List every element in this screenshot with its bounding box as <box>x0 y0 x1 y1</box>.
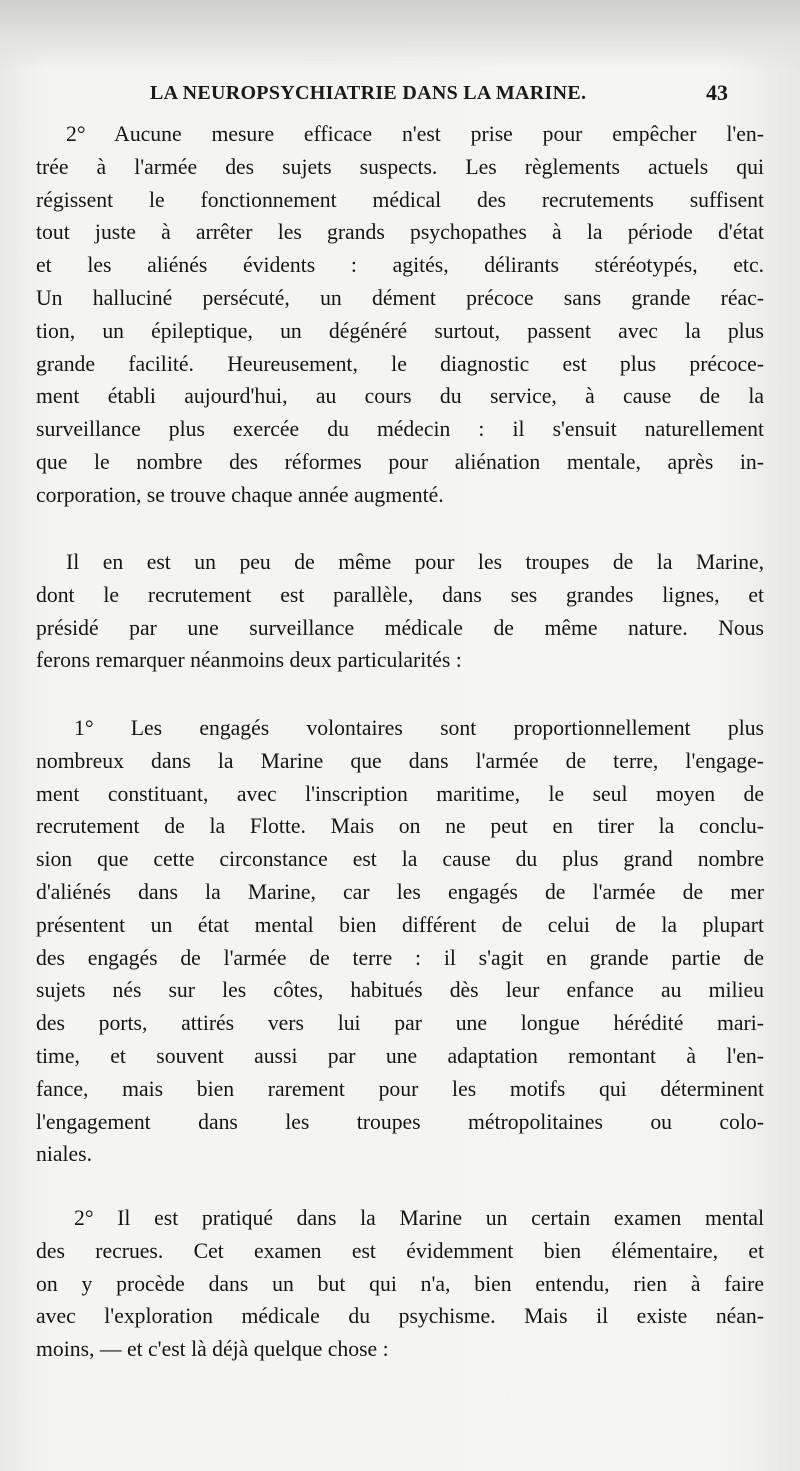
text-line: ferons remarquer néanmoins deux particularités : <box>36 648 462 673</box>
text-line: dont le recrutement est parallèle, dans ses grandes lignes, et <box>36 582 764 607</box>
text-line: niales. <box>36 1142 93 1167</box>
paragraph-3 <box>36 712 764 1171</box>
text-line: sujets nés sur les côtes, habitués dès leur enfance au milieu <box>36 978 764 1003</box>
text-line: corporation, se trouve chaque année augmenté. <box>36 482 444 507</box>
text-line: time, et souvent aussi par une adaptation remontant à l'en- <box>36 1043 764 1068</box>
text-line: surveillance plus exercée du médecin : il s'ensuit naturellement <box>36 417 764 442</box>
text-line: sion que cette circonstance est la cause du plus grand nombre <box>36 847 764 872</box>
text-line: tout juste à arrêter les grands psychopathes à la période d'état <box>36 220 764 245</box>
text-line: grande facilité. Heureusement, le diagnostic est plus précoce- <box>36 351 764 376</box>
text-line: régissent le fonctionnement médical des recrutements suffisent <box>36 187 764 212</box>
text-line: des recrues. Cet examen est évidemment bien élémentaire, et <box>36 1238 764 1263</box>
text-line: Il en est un peu de même pour les troupes de la Marine, <box>66 550 764 574</box>
text-line: fance, mais bien rarement pour les motifs qui déterminent <box>36 1076 764 1101</box>
text-line: 2° Il est pratiqué dans la Marine un certain examen mental <box>74 1206 764 1230</box>
page-number: 43 <box>706 80 728 105</box>
text-line: avec l'exploration médicale du psychisme. Mais il existe néan- <box>36 1304 764 1329</box>
page-top-shading <box>0 0 800 70</box>
text-line: tion, un épileptique, un dégénéré surtout, passent avec la plus <box>36 318 764 343</box>
text-line: Un halluciné persécuté, un dément précoce sans grande réac- <box>36 285 764 310</box>
text-line: on y procède dans un but qui n'a, bien entendu, rien à faire <box>36 1271 764 1296</box>
text-line: trée à l'armée des sujets suspects. Les règlements actuels qui <box>36 154 764 179</box>
text-line: des ports, attirés vers lui par une longue hérédité mari- <box>36 1011 764 1036</box>
paragraph-2 <box>36 546 764 677</box>
text-line: d'aliénés dans la Marine, car les engagés de l'armée de mer <box>36 879 764 904</box>
text-line: ment établi aujourd'hui, au cours du service, à cause de la <box>36 384 764 409</box>
running-title: LA NEUROPSYCHIATRIE DANS LA MARINE. <box>150 82 587 104</box>
text-line: des engagés de l'armée de terre : il s'agit en grande partie de <box>36 945 764 970</box>
paragraph-1 <box>36 118 764 512</box>
text-line: et les aliénés évidents : agités, délirants stéréotypés, etc. <box>36 253 764 278</box>
text-line: moins, — et c'est là déjà quelque chose : <box>36 1337 389 1362</box>
text-line: présidé par une surveillance médicale de même nature. Nous <box>36 615 764 640</box>
text-line: l'engagement dans les troupes métropolitaines ou colo- <box>36 1109 764 1134</box>
text-line: 2° Aucune mesure efficace n'est prise pour empêcher l'en- <box>66 122 764 146</box>
paragraph-4 <box>36 1202 764 1366</box>
text-line: ment constituant, avec l'inscription maritime, le seul moyen de <box>36 781 764 806</box>
text-line: que le nombre des réformes pour aliénation mentale, après in- <box>36 449 764 474</box>
text-line: 1° Les engagés volontaires sont proportionnellement plus <box>74 716 764 740</box>
text-line: présentent un état mental bien différent de celui de la plupart <box>36 912 764 937</box>
text-line: nombreux dans la Marine que dans l'armée de terre, l'engage- <box>36 748 764 773</box>
text-line: recrutement de la Flotte. Mais on ne peut en tirer la conclu- <box>36 814 764 839</box>
